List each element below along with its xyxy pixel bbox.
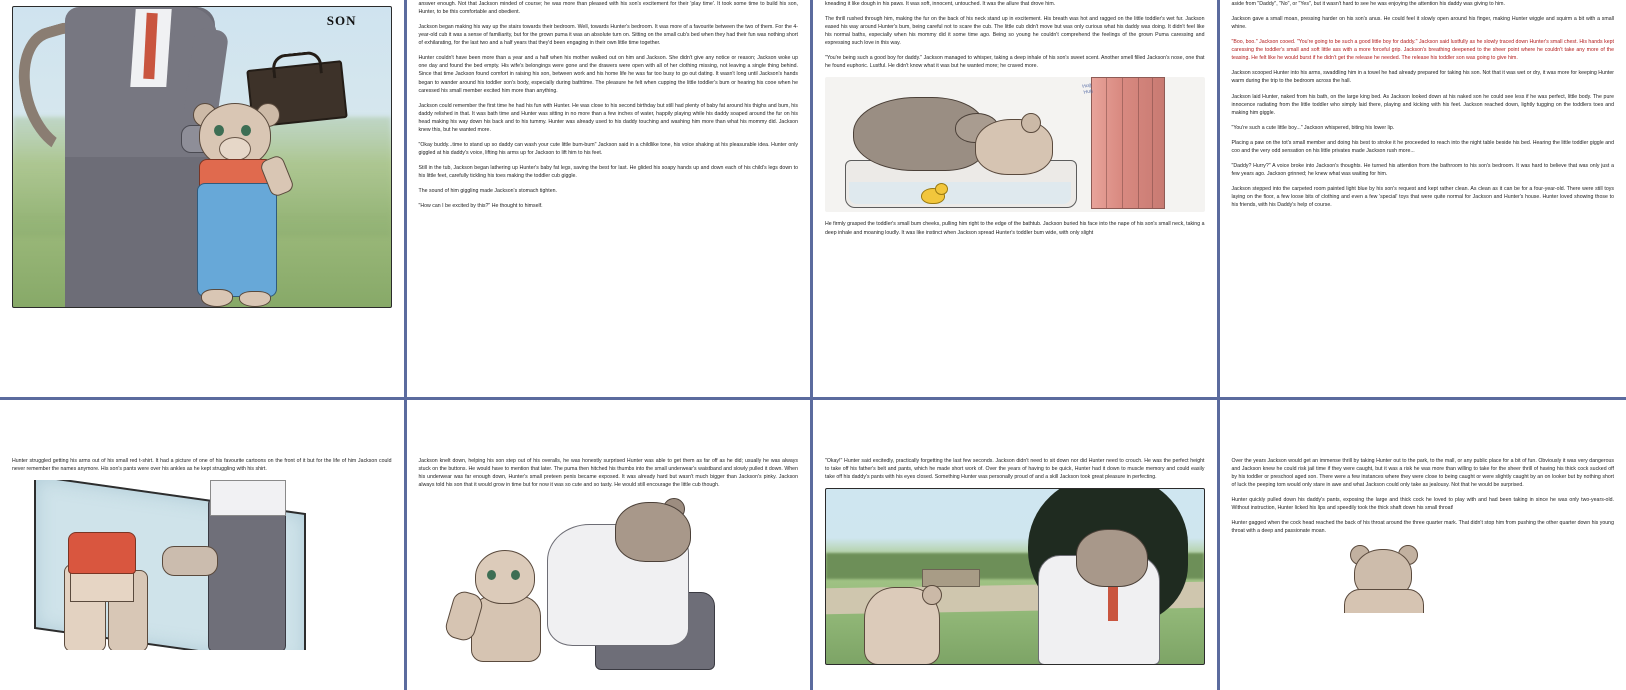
paragraph: Placing a paw on the tot's small member and doing his best to stroke it he proceeded to reach into the night table beside his bed. Hearing the little toddler giggle and coo and the very odd sensation on his little privates made Jackson rush more... <box>1231 139 1614 154</box>
rubber-duck-icon <box>921 188 945 204</box>
paragraph: Jackson knelt down, helping his son step out of his overalls, he was honestly surprised Hunter was able to get them as far off as he did; usually he was always stuck on the buttons. He would have to mention that later. The puma then hitched his thumbs into the small underwear's waistband and slowly pulled it down. When his underwear was far enough down, Hunter's small preteen penis became exposed. It was already hard but wasn't much bigger than Jackson's pinky. Jackson always told his son that it would grow in time but for now it was so cute and so tasty. He would still encourage the little cub though. <box>418 458 798 489</box>
paragraph: Still in the tub, Jackson began lathering up Hunter's baby fat legs, saving the best for last. He glided his soapy hands up and down each of his child's legs down to his little feet, carefully tickling his toes making the toddler cub giggle. <box>418 165 798 180</box>
adult-head <box>615 502 691 562</box>
cub-foot-left <box>201 289 233 307</box>
illustration-bathtub-scene <box>825 77 1205 212</box>
paragraph: "Okay buddy...time to stand up so daddy can wash your cute little bum-bum" Jackson said in a childlike tone, his voice shaking at his pleasurable idea. Hunter only giggled at his daddy's voice, lifting his arms up for Jackson to lift him to his feet. <box>418 141 798 156</box>
adult-trousers <box>208 498 286 650</box>
panel-1 <box>0 0 407 400</box>
illustration-park-scene <box>825 488 1205 665</box>
paragraph: "Daddy? Hurry?" A voice broke into Jackson's thoughts. He turned his attention from the bathroom to his son's bedroom. It was hard to believe that was only just a few years ago. Jackson grinned; he knew what was waiting for him. <box>1231 162 1614 177</box>
cub-foot-right <box>239 291 271 307</box>
paragraph: aside from "Daddy", "No", or "Yes", but it wasn't hard to see he was enjoying the attention his daddy was giving to him. <box>1231 1 1505 7</box>
paragraph: Jackson stepped into the carpeted room painted light blue by his son's request and kept rather clean. As clean as it can be for a four-year-old. There were still toys laying on the floor, a few loose bits of clothing and even a few 'special' toys that were quite normal for Jackson and Hunter's house. Hunter loved showing those to his friends, with his Daddy's help of course. <box>1231 186 1614 209</box>
cub-red-shirt <box>68 532 136 574</box>
cub-eye-left <box>214 125 224 136</box>
panel-2 <box>407 0 814 400</box>
illustration-mirror-scene <box>12 480 392 650</box>
paragraph: Jackson could remember the first time he had his fun with Hunter. He was close to his second birthday but still had plenty of baby fat around his thighs and bum, his daddy relished in that. It was bath time and Hunter was sitting in no more than a few inches of water, happily playing while his daddy soaped around the fur on his head making his way down his back and to his tummy. Hunter was already used to his daddy touching and washing him more than what his mommy did. Jackson knew this, but he wanted more. <box>418 102 798 133</box>
sound-effect-text: Hug Hug <box>1082 82 1094 97</box>
cub-eye-right <box>511 570 520 580</box>
cub-head <box>475 550 535 604</box>
paragraph: Hunter struggled getting his arms out of his small red t-shirt. It had a picture of one of his favourite cartoons on the front of it but for the life of him Jackson could never remember the names anymore. His son's pants were over his ankles as he kept struggling with his shirt. <box>12 458 392 473</box>
adult-necktie <box>1108 581 1118 621</box>
paragraph: Jackson began making his way up the stairs towards their bedroom. Well, towards Hunter's bedroom. It was more of a favourite between the two of them. For the 4-year-old cub it was a sense of familiarity, but for the grown puma it was an absolute turn on. Sitting on the small cub's bed when they had their fun was nothing short of exhilarating, for the last two and a half years that they'd been engaging in their own little time together. <box>418 24 798 47</box>
panel-7 <box>813 400 1220 690</box>
cub-overalls <box>197 183 277 297</box>
paragraph: Hunter gagged when the cock head reached the back of his throat around the three quarter mark. That didn't stop him from pushing the other quarter down his young throat with a deep and passionate moan. <box>1231 520 1614 535</box>
tiled-wall <box>1091 77 1165 209</box>
adult-head <box>1076 529 1148 587</box>
cub-body <box>1344 589 1424 613</box>
paragraph: "You're being such a good boy for daddy." Jackson managed to whisper, taking a deep inhale of his son's sweet scent. Another smell filled Jackson's nose, one that he found euphoric. Lustful. He didn't know what it was but he wanted more; he craved more. <box>825 55 1205 70</box>
panel-4 <box>1220 0 1626 400</box>
paragraph: kneading it like dough in his paws. It was soft, innocent, untouched. It was the allure that drove him. <box>825 1 1056 7</box>
paragraph: Jackson gave a small moan, pressing harder on his son's anus. He could feel it slowly open around his finger, making Hunter wiggle and squirm a bit with a small whine. <box>1231 16 1614 31</box>
paragraph: Hunter quickly pulled down his daddy's pants, exposing the large and thick cock he loved to play with and had been taking in since he was only two-years-old. Without instruction, Hunter licked his lips and speedily took the thick shaft down his small throat! <box>1231 497 1614 512</box>
artwork-title-overlay: SON <box>326 13 357 28</box>
paragraph: The thrill rushed through him, making the fur on the back of his neck stand up in excitement. His breath was hot and ragged on the little toddler's wet fur. Jackson eased his way around Hunter's bum, being careful not to scare the cub. The little cub didn't move but was only curious what his daddy was doing. It didn't feel like his normal baths, especially when his mommy did it some time ago. Being so young he couldn't comprehend the feelings of the grown Puma caressing and expressing such love in this way. <box>825 16 1205 47</box>
paragraph: "You're such a cute little boy..." Jackson whispered, biting his lower lip. <box>1231 124 1395 131</box>
panel-3 <box>813 0 1220 400</box>
paragraph-highlighted: "Boo, boo." Jackson cooed. "You're going to be such a good little boy for daddy." Jackson said lustfully as he slowly traced down Hunter's small chest. His hands kept caressing the toddler's small and soft little ass with a more forceful grip. Jackson's breathing deepened to the sheer point where he couldn't take any more of the teasing. He felt like he would burst if he didn't get the release he needed. The release his toddler son was going to give him. <box>1231 39 1614 62</box>
illustration-kneeling-scene <box>419 496 799 671</box>
illustration-cub-portrait <box>1232 543 1615 613</box>
bath-water <box>849 182 1071 204</box>
paragraph: He firmly grasped the toddler's small bum cheeks, pulling him right to the edge of the bathtub. Jackson buried his face into the nape of his son's small neck, taking a deep inhale and moaning loudly. It was like instinct when Jackson spread Hunter's toddler bum wide, with only slight <box>825 221 1205 236</box>
paragraph: answer enough. Not that Jackson minded of course; he was more than pleased with his son's excitement for their 'play time'. It took some time to build his son, Hunter, to be this comfortable and obedient. <box>418 1 798 16</box>
paragraph: Over the years Jackson would get an immense thrill by taking Hunter out to the park, to the mall, or any public place for a bit of fun. Obviously it was very dangerous and Jackson knew he could risk jail time if they were caught, but it was a risk he was more than willing to take for the sheer thrill of having his thick cock sucked off by his toddler or preschool aged son. There were a few instances where they were close to being caught or were slightly caught by an on looker but by nothing short of luck the peeping tom would only stare in awe and what Jackson could only take as jealousy. Not that he would be surprised. <box>1231 458 1614 489</box>
paragraph: The sound of him giggling made Jackson's stomach tighten. <box>418 188 558 195</box>
panel-8 <box>1220 400 1626 690</box>
paragraph: Jackson laid Hunter, naked from his bath, on the large king bed. As Jackson looked down at his naked son he could see less if he was perfect, little body. The pure innocence radiating from the little toddler who simply laid there, playing and kicking with his feet. Jackson reached down, lightly tugging on the toddlers toes and making him giggle. <box>1231 93 1614 116</box>
paragraph: Jackson scooped Hunter into his arms, swaddling him in a towel he had already prepared for taking his son. Not that it was wet or dry, it was more for keeping Hunter warm during the trip to the bedroom across the hall. <box>1231 70 1614 85</box>
panel-6 <box>407 400 814 690</box>
cub-eye-right <box>241 125 251 136</box>
adult-shirt <box>210 480 286 516</box>
cub-figure <box>975 119 1053 175</box>
paragraph: "Okay!" Hunter said excitedly, practically forgetting the last few seconds. Jackson didn't need to sit down nor did Hunter need to crouch. He was the perfect height to take off his father's belt and pants, which he made short work of. Over the years of having to be quick, Hunter had it down to muscle memory and could easily take off his daddy's pants with his eyes closed. Something Hunter was personally proud of and a skill Jackson took great pleasure in perfecting. <box>825 458 1205 481</box>
illustration-father-walking-cub <box>12 6 392 308</box>
paragraph: Hunter couldn't have been more than a year and a half when his mother walked out on him and Jackson. She didn't give any notice or reason; Jackson woke up one day and found the bed empty. His wife's belongings were gone and the drawers were open with all of her clothing missing, not leaving a single thing behind. Since that time Jackson found comfort in raising his son, between work and his home life he was far too busy to go out dating. It wasn't long until Jackson's hands began to wander around his toddler son's body, especially during bathtime. The pleasure he felt when cupping the little toddler's bum or hearing his cooe when he caressed his small member excited him more than anything. <box>418 55 798 94</box>
cub-eye-left <box>487 570 496 580</box>
cub-muzzle <box>219 137 251 161</box>
panel-5 <box>0 400 407 690</box>
paragraph: "How can I be excited by this?" He thought to himself. <box>418 203 543 210</box>
adult-hand <box>162 546 218 576</box>
